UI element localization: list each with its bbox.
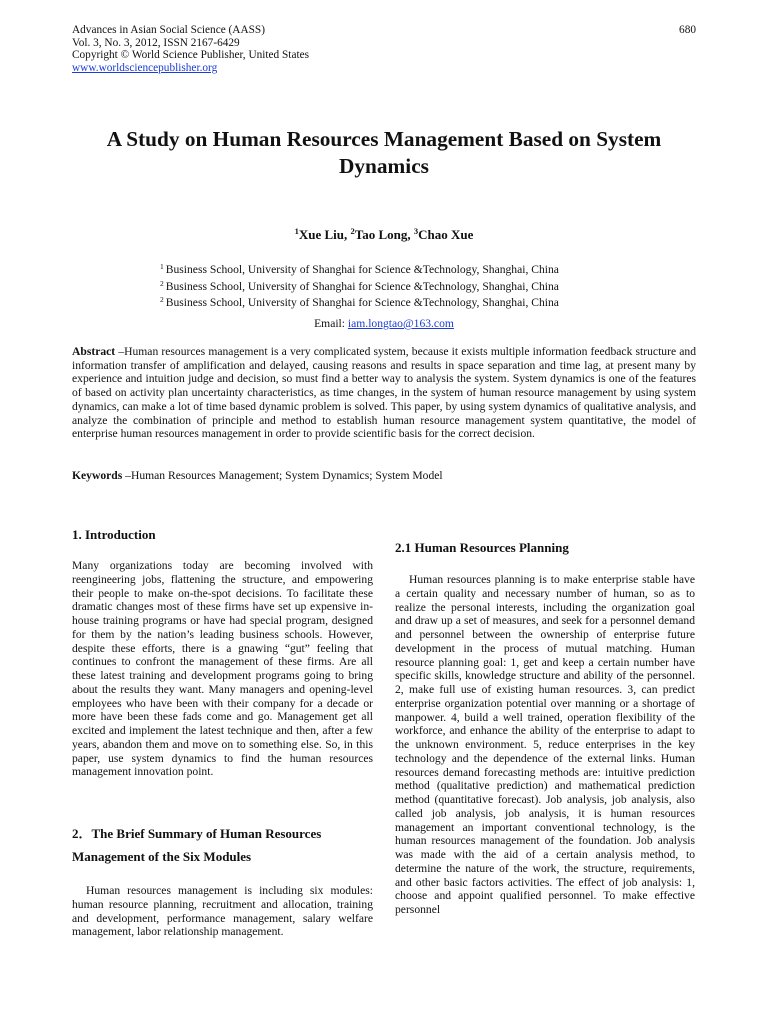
email-label: Email: bbox=[314, 317, 348, 330]
journal-name: Advances in Asian Social Science (AASS) bbox=[72, 24, 265, 36]
keywords-text: –Human Resources Management; System Dynamics; System Model bbox=[122, 469, 443, 482]
author-name: Tao Long, bbox=[354, 227, 414, 242]
abstract bbox=[72, 345, 696, 441]
contact-email bbox=[0, 317, 768, 330]
paper-title: A Study on Human Resources Management Based on System Dynamics bbox=[106, 127, 662, 178]
author bbox=[414, 227, 474, 242]
affiliations bbox=[160, 260, 620, 310]
page-number: 680 bbox=[679, 24, 696, 36]
author-list bbox=[0, 226, 768, 243]
keywords bbox=[72, 469, 696, 482]
affiliation bbox=[160, 277, 620, 294]
affiliation-text: Business School, University of Shanghai for Science &Technology, Shanghai, China bbox=[165, 279, 559, 293]
author-sup: 3 bbox=[413, 226, 419, 236]
journal-header bbox=[72, 24, 696, 74]
affiliation bbox=[160, 260, 620, 277]
author-sup: 2 bbox=[350, 226, 355, 236]
author bbox=[295, 227, 351, 242]
journal-volume: Vol. 3, No. 3, 2012, ISSN 2167-6429 bbox=[72, 36, 240, 49]
section-heading-six-modules: 2．The Brief Summary of Human Resources Management of the Six Modules bbox=[72, 826, 322, 864]
introduction-paragraph: Many organizations today are becoming involved with reengineering jobs, flattening the structure, and empowering their people to make on-the-spot decisions. To facilitate these dramatic changes most of these firms have set up expensive in-house training programs or have had special program, designed for them by the nation’s leading business schools. However, despite these efforts, there is a gnawing “gut” feeling that continues to confront the management of these firms. Are all these latest training and development programs going to bring about the results they want. Many managers and opening-level employees who have been with their company for a decade or more have been these fads come and go. Management get all excited and implement the latest technique and then, after a few years, abandon them and move on to something else. So, in this paper, use system dynamics to find the human resources management innovation point. bbox=[72, 559, 373, 779]
journal-copyright: Copyright © World Science Publisher, United States bbox=[72, 49, 310, 62]
journal-website-link[interactable]: www.worldsciencepublisher.org bbox=[72, 61, 218, 74]
six-modules-paragraph: Human resources management is including six modules: human resource planning, recruitment and allocation, training and development, performance management, salary welfare management, labor relationship management. bbox=[72, 884, 373, 939]
affiliation-sup: 1 bbox=[160, 262, 164, 271]
abstract-text: –Human resources management is a very complicated system, because it exists multiple information feedback structure and information transfer of amplification and delayed, causing reasons and results in space separation and time lag, at present many by experience and intuition judge and decision, so must find a better way to analysis the system. System dynamics is one of the features of based on activity plan uncertainty characteristics, as time changes, in the system of human resource management by using system dynamics, can make a lot of time based dynamic problem is solved. This paper, by using system dynamics of qualitative analysis, and analyze the combination of principle and method to establish human resource management system quantitative, the model of enterprise human resources management in order to provide scientific basis for the correct decision. bbox=[72, 345, 696, 441]
keywords-label: Keywords bbox=[72, 469, 123, 482]
affiliation-text: Business School, University of Shanghai for Science &Technology, Shanghai, China bbox=[165, 296, 559, 309]
affiliation bbox=[160, 293, 620, 310]
email-link[interactable]: iam.longtao@163.com bbox=[347, 317, 454, 330]
affiliation-sup: 2 bbox=[160, 278, 164, 288]
abstract-label: Abstract bbox=[72, 345, 116, 358]
affiliation-text: Business School, University of Shanghai for Science &Technology, Shanghai, China bbox=[165, 263, 559, 276]
hr-planning-paragraph: Human resources planning is to make enterprise stable have a certain quality and necessary number of human, so as to realize the personal interests, including the organization goal and draw up a set of measures, and seek for a personnel demand and personnel between the ownership of enterprise future development in the process of mutual matching. Human resource planning goal: 1, get and keep a certain number have specific skills, knowledge structure and ability of the personnel. 2, make full use of existing human resources. 3, can predict enterprise organization potential over manning or a shortage of manpower. 4, build a well trained, operation flexibility of the workforce, and enhance the ability of the enterprise to adapt to the unknown environment. 5, reduce enterprises in the key technology and the dependence of the external links. Human resources demand forecasting methods are: intuitive prediction method (qualitative prediction) and mathematical prediction method (quantitative forecast). Job analysis, job analysis, also called job analysis, job analysis, it is human resources management an important conventional technology, is the human resources management of the foundation. Job analysis was made with the aid of a certain analysis method, to determine the nature of the work, the structure, requirements, and other basic factors activities. The effect of job analysis: 1, choose and appoint qualified personnel. To make effective personnel bbox=[395, 573, 695, 916]
section-heading-hr-planning: 2.1 Human Resources Planning bbox=[395, 540, 569, 555]
author bbox=[351, 227, 414, 242]
author-name: Xue Liu, bbox=[298, 227, 351, 242]
author-sup: 1 bbox=[294, 226, 299, 236]
author-name: Chao Xue bbox=[418, 227, 474, 242]
affiliation-sup: 2 bbox=[160, 295, 164, 304]
section-heading-introduction: 1. Introduction bbox=[72, 527, 156, 542]
